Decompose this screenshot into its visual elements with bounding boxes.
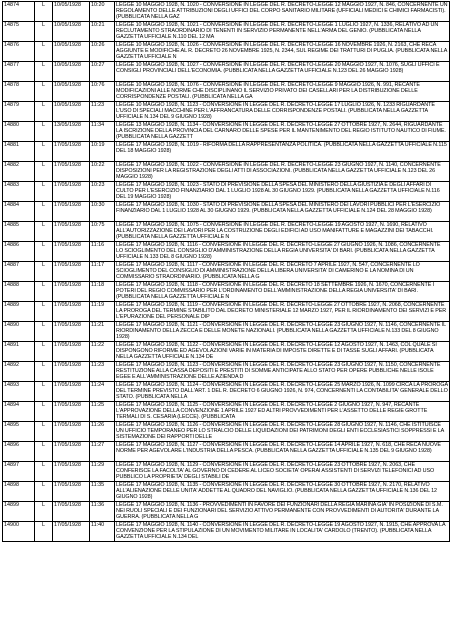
entry-number: 14882: [3, 162, 35, 182]
table-row: [3, 162, 450, 182]
entry-type: L: [35, 362, 53, 382]
entry-description: [115, 182, 450, 202]
entry-date: 17/05/1928: [53, 402, 90, 422]
entry-description: [115, 242, 450, 262]
entry-description-text: LEGGE 17 MAGGIO 1928, N. 1121 - CONVERSIONE IN LEGGE DEL R. DECRETO-LEGGE 23 GIUGNO 1927, N. 1146, CONCERNENTE IL RIORDINAMENTO DELLA ZECCA E DELLE MONETE NAZIONALI. (PUBBLICATA NELLA GAZZETTA UFFICIALE N.133 DEL 8 GIUGNO 1928): [116, 322, 446, 340]
table-row: [3, 502, 450, 522]
entry-code: 11:23: [90, 102, 115, 122]
table-row: [3, 182, 450, 202]
entry-code: 11:24: [90, 382, 115, 402]
entry-type: L: [35, 522, 53, 542]
entry-description: [115, 502, 450, 522]
entry-description: [115, 62, 450, 82]
entry-number: 14895: [3, 422, 35, 442]
entry-type: L: [35, 402, 53, 422]
entry-type: L: [35, 442, 53, 462]
entry-number: 14887: [3, 262, 35, 282]
entry-date: 17/05/1928: [53, 162, 90, 182]
entry-code: 11:26: [90, 422, 115, 442]
table-row: [3, 262, 450, 282]
table-row: [3, 522, 450, 542]
table-row: [3, 122, 450, 142]
entry-date: 10/05/1928: [53, 102, 90, 122]
entry-description-text: LEGGE 17 MAGGIO 1928, N. 1122 - CONVERSIONE IN LEGGE DEL R. DECRETO-LEGGE 12 AGOSTO 1927, N. 1463, COL QUALE SI DISPONGONO RIFORME ED AGEVOLAZIONI VARIE IN MATERIA DI IMPOSTE DIRETTE E DI TASSE SUGLI AFFARI. (PUBBLICATA NELLA GAZZETTA UFFICIALE N.134 DE: [116, 342, 437, 360]
table-row: [3, 142, 450, 162]
entry-description: [115, 362, 450, 382]
entry-description-text: LEGGE 17 MAGGIO 1928, N. 1116 - CONVERSIONE IN LEGGE DEL R. DECRETO-LEGGE 27 GIUGNO 1926, N. 1086, CONCERNENTE LO SCIOGLIMENTO DEL CONSIGLIO D'AMMINISTRAZIONE DELLA REGIA UNIVERSITA' DI BARI. (PUBBLICATA NELLA GAZZETTA UFFICIALE N.133 DEL 8 GIUGNO 1928): [116, 242, 441, 260]
entry-description: [115, 122, 450, 142]
entry-number: 14881: [3, 142, 35, 162]
entry-description-text: LEGGE 10 MAGGIO 1928, N. 1026 - CONVERSIONE IN LEGGE DEL R. DECRETO-LEGGE 16 NOVEMBRE 1926, N. 2163, CHE RECA AGGIUNTE E MODIFICHE AL R. DECRETO 26 NOVEMBRE 1925, N. 2344, SUL REGIME DEI TRATTURI DI PUGLIA. (PUBBLICATA NELLA GAZZETTA UFFICIALE N: [116, 42, 447, 60]
entry-description: [115, 82, 450, 102]
entry-date: 10/05/1928: [53, 2, 90, 22]
entry-description: [115, 102, 450, 122]
register-rows: [3, 2, 450, 542]
entry-date: 10/05/1928: [53, 82, 90, 102]
entry-description: [115, 402, 450, 422]
table-row: [3, 302, 450, 322]
table-row: [3, 62, 450, 82]
entry-description: [115, 382, 450, 402]
entry-number: 14880: [3, 122, 35, 142]
entry-description: [115, 442, 450, 462]
entry-code: 11:29: [90, 462, 115, 482]
entry-code: 11:17: [90, 262, 115, 282]
entry-type: L: [35, 342, 53, 362]
table-row: [3, 442, 450, 462]
entry-number: 14897: [3, 462, 35, 482]
entry-description-text: LEGGE 17 MAGGIO 1928, N. 1140 - CONVERSIONE IN LEGGE DEL R. DECRETO-LEGGE 19 AGOSTO 1927, N. 1915, CHE APPROVA LA CONVENZIONE PER LA STIPULAZIONE DI UN MOVIMENTO MILITARE IN LOCALITA' CARDOLO (TRENTO). (PUBBLICATA NELLA GAZZETTA UFFICIALE N.134 DEL: [116, 522, 446, 540]
entry-description-text: LEGGE 17 MAGGIO 1928, N. 1030 - STATO DI PREVISIONE DELLA SPESA DEL MINISTERO DEI LAVORI PUBBLICI PER L'ESERCIZIO FINANZIARIO DAL 1 LUGLIO 1928 AL 30 GIUGNO 1929. (PUBBLICATA NELLA GAZZETTA UFFICIALE N.124 DEL 28 MAGGIO 1928): [116, 202, 441, 214]
entry-code: 11:34: [90, 122, 115, 142]
entry-description: [115, 262, 450, 282]
entry-description-text: LEGGE 10 MAGGIO 1928, N. 1123 - CONVERSIONE IN LEGGE DEL R. DECRETO-LEGGE 17 LUGLIO 1926, N. 1233 RIGUARDANTE L'USO DI SPECIALI MACCHINE PER L'AFFRANCATURA DELLE CORRISPONDENZE POSTALI. (PUBBLICATA NELLA GAZZETTA UFFICIALE N.134 DEL 9 GIUGNO 1928): [116, 102, 435, 120]
entry-code: 10:22: [90, 162, 115, 182]
entry-description: [115, 482, 450, 502]
entry-description-text: LEGGE 10 MAGGIO 1928, N. 1027 - CONVERSIONE IN LEGGE DEL R. DECRETO-LEGGE 20 MAGGIO 1927, N. 1076, SUGLI UFFICI E CONSIGLI PROVINCIALI DELL'ECONOMIA. (PUBBLICATA NELLA GAZZETTA UFFICIALE N.123 DEL 26 MAGGIO 1928): [116, 62, 440, 74]
entry-date: 17/05/1928: [53, 262, 90, 282]
entry-code: 10:75: [90, 222, 115, 242]
entry-number: 14893: [3, 382, 35, 402]
entry-type: L: [35, 262, 53, 282]
entry-description-text: LEGGE 17 MAGGIO 1928, N. 1118 - CONVERSIONE IN LEGGE DEL R. DECRETO 18 SETTEMBRE 1926, N. 1670, CONCERNENTE I POTERI DEL REGIO COMMISSARIO PER L'ORDINAMENTO DELL'AMMINISTRAZIONE DELLA REGIA UNIVERSITA' DI BARI. (PUBBLICATA NELLA GAZZETTA UFFICIALE N: [116, 282, 434, 300]
entry-date: 17/05/1928: [53, 242, 90, 262]
entry-type: L: [35, 162, 53, 182]
entry-date: 17/05/1928: [53, 422, 90, 442]
entry-description-text: LEGGE 17 MAGGIO 1928, N. 1022 - CONVERSIONE IN LEGGE DEL R. DECRETO-LEGGE 23 GIUGNO 1927, N. 1140, CONCERNENTE DISPOSIZIONI PER LA REGISTRAZIONE DEGLI ATTI DI ASSOCIAZIONI. (PUBBLICATA NELLA GAZZETTA UFFICIALE N.123 DEL 26 MAGGIO 1928): [116, 162, 441, 180]
entry-number: 14896: [3, 442, 35, 462]
entry-description-text: LEGGE 10 MAGGIO 1928, N. 1020 - CONVERSIONE IN LEGGE DEL R. DECRETO-LEGGE 12 MAGGIO 1927, N. 846, CONCERNENTE UN REGOLAMENTO DELLE ATTRIBUZIONI DEGLI UFFICI DEL CORPO SANITARIO MILITARE (UFFICIALI MEDICI E CHIMICI FARMACISTI). (PUBBLICATA NELLA GAZ: [116, 2, 448, 20]
table-row: [3, 22, 450, 42]
entry-type: L: [35, 42, 53, 62]
entry-type: L: [35, 462, 53, 482]
table-row: [3, 362, 450, 382]
entry-type: L: [35, 222, 53, 242]
entry-date: 17/05/1928: [53, 442, 90, 462]
entry-code: 11:16: [90, 242, 115, 262]
entry-code: 11:25: [90, 402, 115, 422]
table-row: [3, 42, 450, 62]
entry-date: 17/05/1928: [53, 222, 90, 242]
entry-type: L: [35, 142, 53, 162]
table-row: [3, 422, 450, 442]
entry-number: 14875: [3, 22, 35, 42]
entry-code: 11:27: [90, 442, 115, 462]
entry-number: 14885: [3, 222, 35, 242]
entry-type: L: [35, 122, 53, 142]
entry-description: [115, 462, 450, 482]
entry-type: L: [35, 482, 53, 502]
table-row: [3, 282, 450, 302]
entry-type: L: [35, 102, 53, 122]
entry-description-text: LEGGE 17 MAGGIO 1928, N. 1119 - CONVERSIONE IN LEGGE DEL R. DECRETO-LEGGE 27 OTTOBRE 1927, N. 2068, CONCERNENTE LA PROROGA DEL TERMINE STABILITO DAL DECRETO MINISTERIALE 12 MARZO 1927, PER IL RIORDINAMENTO DEI SERVIZI E PER L'EPURAZIONE DEL PERSONALE DIP: [116, 302, 447, 320]
entry-date: 17/05/1928: [53, 382, 90, 402]
entry-description-text: LEGGE 17 MAGGIO 1928, N. 1126 - CONVERSIONE IN LEGGE DEL R. DECRETO-LEGGE 28 GIUGNO 1927, N. 1146, CHE ISTITUISCE UN UFFICIO TEMPORANEO PER LO STRALCIO DELLE LIQUIDAZIONI DEI PATRIMONI DEGLI ENTI ECCLESIASTICI SOPPRESSI E LA SISTEMAZIONE DEI RAPPORTI DELLE: [116, 422, 444, 440]
entry-number: 14894: [3, 402, 35, 422]
entry-number: 14884: [3, 202, 35, 222]
entry-number: 14900: [3, 522, 35, 542]
entry-type: L: [35, 302, 53, 322]
entry-description-text: LEGGE 17 MAGGIO 1928, N. 1127 - CONVERSIONE IN LEGGE DEL R. DECRETO-LEGGE 14 APRILE 1927, N. 618, CHE RECA NUOVE NORME PER AGEVOLARE L'INDUSTRIA DELLA PESCA. (PUBBLICATA NELLA GAZZETTA UFFICIALE N.135 DEL 9 GIUGNO 1928): [116, 442, 441, 454]
entry-description: [115, 2, 450, 22]
entry-number: 14876: [3, 42, 35, 62]
entry-description: [115, 162, 450, 182]
entry-number: 14889: [3, 302, 35, 322]
entry-date: 13/05/1928: [53, 122, 90, 142]
entry-number: 14892: [3, 362, 35, 382]
entry-description-text: LEGGE 17 MAGGIO 1928, N. 1125 - CONVERSIONE IN LEGGE DEL R. DECRETO-LEGGE 2 GIUGNO 1927, N. 947, RECANTE L'APPROVAZIONE DELLA CONVENZIONE 1 APRILE 1927 ED ALTRI PROVVEDIMENTI PER L'ASSETTO DELLE REGIE GROTTE TERMALI DI S. CESARIA (LECCE). (PUBBLICATA: [116, 402, 428, 420]
entry-type: L: [35, 422, 53, 442]
entry-date: 17/05/1928: [53, 522, 90, 542]
table-row: [3, 382, 450, 402]
entry-number: 14891: [3, 342, 35, 362]
entry-description: [115, 342, 450, 362]
table-row: [3, 322, 450, 342]
entry-description-text: LEGGE 17 MAGGIO 1928, N. 1136 - PROVVEDIMENTI IN FAVORE DEI FUNZIONARI DELLA REGIA MARINA GIA' IN POSIZIONE DI S.M. NEI RUOLI SPECIALI E DEI FUNZIONARI DEL SERVIZIO ATTIVO PERMANENTE CON PROVVEDIMENTI DI AUTORITA' DURANTE LA GUERRA. (PUBBLICATA NELLA G: [116, 502, 443, 520]
entry-description: [115, 22, 450, 42]
table-row: [3, 402, 450, 422]
entry-description-text: LEGGE 17 MAGGIO 1928, N. 1023 - STATO DI PREVISIONE DELLA SPESA DEL MINISTERO DELLA GIUSTIZIA E DEGLI AFFARI DI CULTO PER L'ESERCIZIO FINANZIARIO DAL 1 LUGLIO 1928 AL 30 GIUGNO 1929. (PUBBLICATA NELLA GAZZETTA UFFICIALE N.116 DEL 19 MAGGIO 1928): [116, 182, 440, 200]
entry-code: 11:36: [90, 502, 115, 522]
entry-number: 14878: [3, 82, 35, 102]
entry-code: 10:23: [90, 182, 115, 202]
entry-description-text: LEGGE 10 MAGGIO 1928, N. 1021 - CONVERSIONE IN LEGGE DEL R. DECRETO-LEGGE 1 LUGLIO 1927, N. 1336, RELATIVO AD UN RECLUTAMENTO STRAORDINARIO DI TENENTI IN SERVIZIO PERMANENTE NELL'ARMA DEL GENIO. (PUBBLICATA NELLA GAZZETTA UFFICIALE N.110 DEL 12 MA: [116, 22, 439, 40]
entry-description: [115, 322, 450, 342]
entry-date: 17/05/1928: [53, 202, 90, 222]
entry-number: 14883: [3, 182, 35, 202]
entry-code: 11:23: [90, 362, 115, 382]
laws-register-table: [2, 1, 450, 542]
entry-description: [115, 42, 450, 62]
entry-type: L: [35, 22, 53, 42]
entry-number: 14879: [3, 102, 35, 122]
entry-description-text: LEGGE 17 MAGGIO 1928, N. 1124 - CONVERSIONE IN LEGGE DEL R. DECRETO-LEGGE 25 MARZO 1926, N. 1099 CIRCA LA PROROGA DEL TERMINE PREVISTO DALL'ART. 1 DEL R. DECRETO 6 GIUGNO 1926, N. 974, CONCERNENTI LA CONTABILITA' GENERALE DELLO STATO. (PUBBLICATA NELLA: [116, 382, 448, 400]
entry-type: L: [35, 282, 53, 302]
entry-code: 11:21: [90, 322, 115, 342]
entry-code: 11:22: [90, 342, 115, 362]
entry-description: [115, 302, 450, 322]
entry-number: 14886: [3, 242, 35, 262]
entry-code: 10:27: [90, 62, 115, 82]
entry-description: [115, 422, 450, 442]
entry-code: 10:76: [90, 82, 115, 102]
entry-code: 10:20: [90, 2, 115, 22]
entry-description-text: LEGGE 10 MAGGIO 1928, N. 1076 - CONVERSIONE IN LEGGE DEL R. DECRETO-LEGGE 9 MAGGIO 1926, N. 991, RECANTE MODIFICAZIONI ALLE NORME CHE DISCIPLINANO IL SERVIZIO PRIVATO DEI CASELLARI PER LA DISTRIBUZIONE DELLE CORRISPONDENZE POSTALI. (PUBBLICATA NELLA GA: [116, 82, 420, 100]
entry-description: [115, 202, 450, 222]
table-row: [3, 462, 450, 482]
entry-description: [115, 222, 450, 242]
entry-type: L: [35, 242, 53, 262]
table-row: [3, 2, 450, 22]
entry-description: [115, 142, 450, 162]
entry-date: 10/05/1928: [53, 22, 90, 42]
entry-number: 14898: [3, 482, 35, 502]
entry-description-text: LEGGE 17 MAGGIO 1928, N. 1075 - CONVERSIONE IN LEGGE DEL R. DECRETO-LEGGE 19 AGOSTO 1927, N. 1690, RELATIVO ALL'AUTORIZZAZIONE DEI LAVORI PER LA COSTRUZIONE DEGLI EDIFICI AD USO MANIFATTURE E MAGAZZINI DEI TABACCHI. (PUBBLICATA NELLA GAZZETTA UFFICIALE N: [116, 222, 434, 240]
entry-type: L: [35, 322, 53, 342]
entry-description-text: LEGGE 17 MAGGIO 1928, N. 1129 - CONVERSIONE IN LEGGE DEL R. DECRETO-LEGGE 23 OTTOBRE 1927, N. 2063, CHE CONFERISCE LA FACOLTA' AL GOVERNO DI CEDERE AL LICEO SOCIETA' OPERAI ASSISTENTI DI SERVIZI TELEFONICI AD USO PUBBLICO LA PROPRIETA' DEGLI STABILI DE: [116, 462, 435, 480]
entry-date: 17/05/1928: [53, 302, 90, 322]
entry-type: L: [35, 502, 53, 522]
entry-type: L: [35, 382, 53, 402]
entry-code: 10:21: [90, 22, 115, 42]
table-row: [3, 242, 450, 262]
entry-description: [115, 522, 450, 542]
entry-date: 17/05/1928: [53, 342, 90, 362]
entry-number: 14888: [3, 282, 35, 302]
entry-code: 10:30: [90, 202, 115, 222]
entry-description-text: LEGGE 17 MAGGIO 1928, N. 1019 - RIFORMA DELLA RAPPRESENTANZA POLITICA. (PUBBLICATA NELLA GAZZETTA UFFICIALE N.115 DEL 18 MAGGIO 1928): [116, 142, 447, 154]
entry-code: 10:19: [90, 142, 115, 162]
entry-type: L: [35, 2, 53, 22]
entry-code: 11:19: [90, 302, 115, 322]
entry-date: 17/05/1928: [53, 362, 90, 382]
entry-date: 17/05/1928: [53, 182, 90, 202]
entry-date: 17/05/1928: [53, 482, 90, 502]
entry-date: 10/05/1928: [53, 42, 90, 62]
entry-number: 14890: [3, 322, 35, 342]
entry-date: 17/05/1928: [53, 462, 90, 482]
table-row: [3, 202, 450, 222]
entry-number: 14877: [3, 62, 35, 82]
entry-description-text: LEGGE 17 MAGGIO 1928, N. 1135 - CONVERSIONE IN LEGGE DEL R. DECRETO-LEGGE 30 OTTOBRE 1927, N. 2170, RELATIVO ALL'ALIENAZIONE DELLE UNITA' ADDETTE AL QUADRO DEL NAVIGLIO. (PUBBLICATA NELLA GAZZETTA UFFICIALE N.136 DEL 12 GIUGNO 1928): [116, 482, 437, 500]
entry-description-text: LEGGE 17 MAGGIO 1928, N. 1117 - CONVERSIONE IN LEGGE DEL R. DECRETO 7 APRILE 1927, N. 547, CONCERNENTE LO SCIOGLIMENTO DEL CONSIGLIO DI AMMINISTRAZIONE DELLA LIBERA UNIVERSITA' DI CAMERINO E LA NOMINA DI UN COMMISSARIO STRAORDINARIO. (PUBBLICATA NELLA G: [116, 262, 420, 280]
entry-date: 17/05/1928: [53, 502, 90, 522]
table-row: [3, 102, 450, 122]
entry-code: 11:40: [90, 522, 115, 542]
table-row: [3, 342, 450, 362]
entry-type: L: [35, 62, 53, 82]
entry-description-text: LEGGE 13 MAGGIO 1928, N. 1134 - CONVERSIONE IN LEGGE DEL R. DECRETO-LEGGE 27 OTTOBRE 1927, N. 2644, RIGUARDANTE LA ISCRIZIONE DELLA PROVINCIA DEL CARNARO DELLE SPESE PER IL MANTENIMENTO DEL REGIO ISTITUTO NAUTICO DI FIUME. (PUBBLICATA NELLA GAZZETT: [116, 122, 446, 140]
table-row: [3, 482, 450, 502]
entry-number: 14899: [3, 502, 35, 522]
entry-type: L: [35, 82, 53, 102]
entry-code: 11:35: [90, 482, 115, 502]
table-row: [3, 222, 450, 242]
entry-description: [115, 282, 450, 302]
entry-number: 14874: [3, 2, 35, 22]
entry-date: 10/05/1928: [53, 62, 90, 82]
table-row: [3, 82, 450, 102]
entry-date: 17/05/1928: [53, 142, 90, 162]
entry-description-text: LEGGE 17 MAGGIO 1928, N. 1123 - CONVERSIONE IN LEGGE DEL R. DECRETO-LEGGE 23 GIUGNO 1927, N. 1150, CONCERNENTE RESTITUZIONE ALLA CASSA DEPOSITI E PRESTITI DI SOMME ANTICIPATE ALLO STATO PER OPERE PUBBLICHE NELLE ISOLE EGEE E ALL'AMMINISTRAZIONE DELLE AZIENDA D: [116, 362, 441, 380]
entry-date: 17/05/1928: [53, 282, 90, 302]
entry-type: L: [35, 182, 53, 202]
entry-code: 10:26: [90, 42, 115, 62]
entry-code: 11:18: [90, 282, 115, 302]
entry-type: L: [35, 202, 53, 222]
entry-date: 17/05/1928: [53, 322, 90, 342]
